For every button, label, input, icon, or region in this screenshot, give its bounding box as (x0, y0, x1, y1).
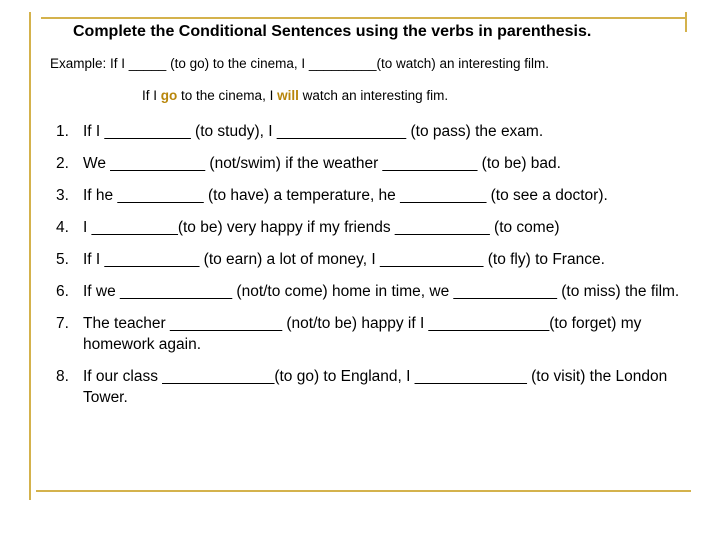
item-text: We ___________ (not/swim) if the weather ___________ (to be) bad. (83, 155, 561, 172)
item-text: I __________(to be) very happy if my friends ___________ (to come) (83, 219, 560, 236)
item-text: The teacher _____________ (not/to be) happy if I ______________(to forget) my homework again. (83, 315, 642, 353)
example-prompt: Example: If I _____ (to go) to the cinema, I _________(to watch) an interesting film. (50, 56, 550, 71)
item-number: 2. (56, 155, 69, 172)
frame-left-border (29, 12, 31, 500)
item-text: If I __________ (to study), I _______________ (to pass) the exam. (83, 123, 544, 140)
item-number: 3. (56, 187, 69, 204)
exercise-item (56, 217, 686, 238)
exercise-item (56, 313, 686, 355)
worksheet-title: Complete the Conditional Sentences using the verbs in parenthesis. (73, 23, 592, 40)
item-text: If our class _____________(to go) to England, I _____________ (to visit) the London Tower. (83, 368, 668, 406)
exercise-list (56, 121, 686, 419)
item-number: 6. (56, 283, 69, 300)
item-text: If he __________ (to have) a temperature, he __________ (to see a doctor). (83, 187, 608, 204)
item-text: If I ___________ (to earn) a lot of money, I ____________ (to fly) to France. (83, 251, 605, 268)
frame-bottom-border (36, 490, 691, 492)
frame-right-border (685, 12, 687, 32)
item-number: 4. (56, 219, 69, 236)
item-number: 5. (56, 251, 69, 268)
example-answer-part: to the cinema, I (177, 88, 278, 103)
example-answer-part: If I (142, 88, 161, 103)
exercise-item (56, 249, 686, 270)
example-answer (142, 88, 448, 103)
example-highlight-go: go (160, 88, 178, 103)
exercise-item (56, 121, 686, 142)
item-text: If we _____________ (not/to come) home in time, we ____________ (to miss) the film. (83, 283, 680, 300)
item-number: 7. (56, 315, 69, 332)
frame-top-border (41, 17, 687, 19)
exercise-item (56, 153, 686, 174)
example-highlight-will: will (277, 88, 299, 103)
item-number: 8. (56, 368, 69, 385)
item-number: 1. (56, 123, 69, 140)
exercise-item (56, 185, 686, 206)
exercise-item (56, 281, 686, 302)
exercise-item (56, 366, 686, 408)
example-answer-part: watch an interesting fim. (298, 88, 449, 103)
